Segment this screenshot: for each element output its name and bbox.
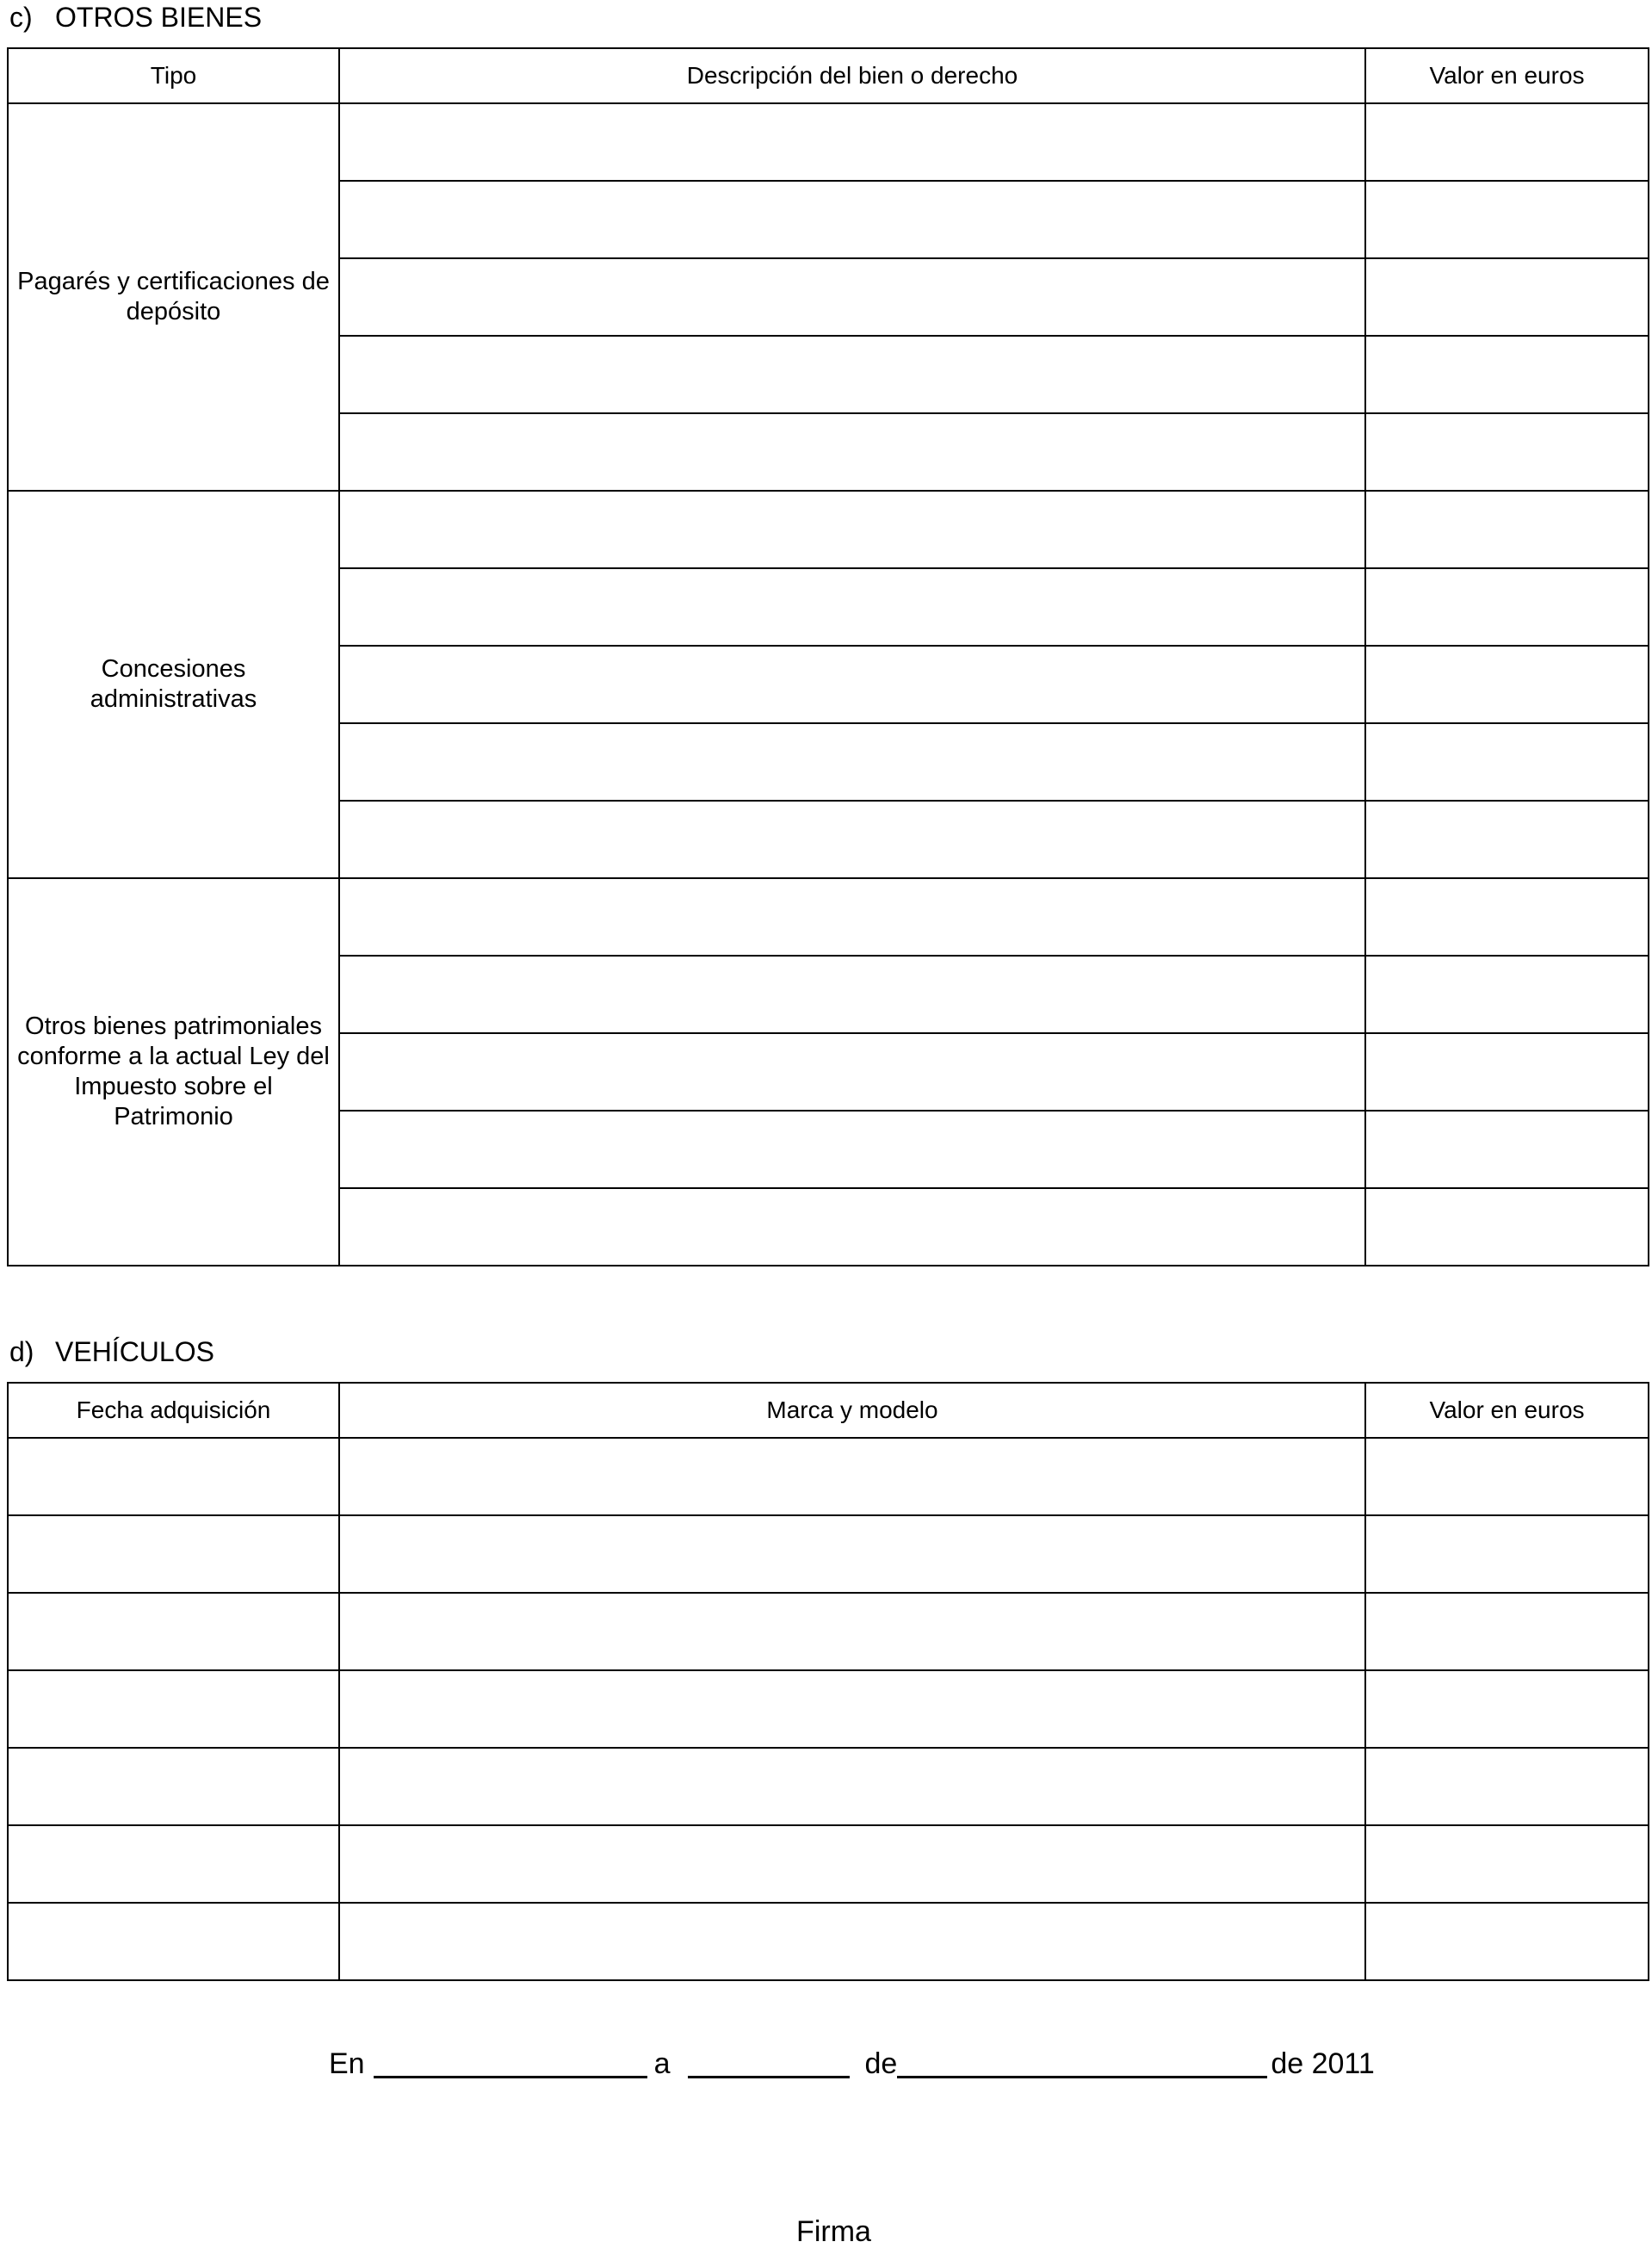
value-cell[interactable]	[1365, 1903, 1649, 1980]
make-model-cell[interactable]	[339, 1748, 1365, 1825]
header-marca-modelo: Marca y modelo	[339, 1383, 1365, 1438]
make-model-cell[interactable]	[339, 1903, 1365, 1980]
value-cell[interactable]	[1365, 723, 1649, 801]
value-cell[interactable]	[1365, 1593, 1649, 1670]
header-valor-vehiculo: Valor en euros	[1365, 1383, 1649, 1438]
description-cell[interactable]	[339, 646, 1365, 723]
vehiculos-table	[7, 1382, 1649, 1981]
otros-bienes-header-row	[8, 48, 1649, 103]
value-cell[interactable]	[1365, 103, 1649, 181]
description-cell[interactable]	[339, 413, 1365, 491]
header-valor: Valor en euros	[1365, 48, 1649, 103]
vehiculo-row	[8, 1438, 1649, 1515]
value-cell[interactable]	[1365, 801, 1649, 878]
description-cell[interactable]	[339, 1111, 1365, 1188]
value-cell[interactable]	[1365, 1438, 1649, 1515]
description-cell[interactable]	[339, 723, 1365, 801]
value-cell[interactable]	[1365, 1515, 1649, 1593]
value-cell[interactable]	[1365, 1111, 1649, 1188]
value-cell[interactable]	[1365, 1748, 1649, 1825]
description-cell[interactable]	[339, 1188, 1365, 1266]
value-cell[interactable]	[1365, 1033, 1649, 1111]
value-cell[interactable]	[1365, 258, 1649, 336]
make-model-cell[interactable]	[339, 1438, 1365, 1515]
year-label: de 2011	[1271, 2047, 1375, 2080]
description-cell[interactable]	[339, 568, 1365, 646]
otros-bienes-row	[8, 103, 1649, 181]
day-field[interactable]	[688, 2050, 850, 2078]
description-cell[interactable]	[339, 181, 1365, 258]
section-d-title	[9, 1338, 214, 1366]
value-cell[interactable]	[1365, 568, 1649, 646]
description-cell[interactable]	[339, 956, 1365, 1033]
description-cell[interactable]	[339, 1033, 1365, 1111]
date-cell[interactable]	[8, 1748, 339, 1825]
section-d-letter: d)	[9, 1336, 34, 1367]
value-cell[interactable]	[1365, 878, 1649, 956]
description-cell[interactable]	[339, 103, 1365, 181]
de-label: de	[864, 2047, 898, 2080]
value-cell[interactable]	[1365, 413, 1649, 491]
date-cell[interactable]	[8, 1593, 339, 1670]
section-c-title	[9, 3, 262, 31]
vehiculo-row	[8, 1825, 1649, 1903]
vehiculo-row	[8, 1593, 1649, 1670]
date-cell[interactable]	[8, 1825, 339, 1903]
a-label: a	[653, 2047, 671, 2080]
date-cell[interactable]	[8, 1438, 339, 1515]
section-d-heading: VEHÍCULOS	[55, 1336, 214, 1367]
month-field[interactable]	[897, 2050, 1267, 2078]
date-cell[interactable]	[8, 1515, 339, 1593]
date-cell[interactable]	[8, 1903, 339, 1980]
group-label: Pagarés y certificaciones de depósito	[8, 103, 339, 491]
group-label: Otros bienes patrimoniales conforme a la actual Ley del Impuesto sobre el Patrimonio	[8, 878, 339, 1266]
otros-bienes-body	[8, 103, 1649, 1266]
value-cell[interactable]	[1365, 336, 1649, 413]
vehiculo-row	[8, 1515, 1649, 1593]
description-cell[interactable]	[339, 491, 1365, 568]
place-field[interactable]	[374, 2050, 647, 2078]
make-model-cell[interactable]	[339, 1670, 1365, 1748]
date-cell[interactable]	[8, 1670, 339, 1748]
vehiculos-header-row	[8, 1383, 1649, 1438]
header-fecha-adquisicion: Fecha adquisición	[8, 1383, 339, 1438]
value-cell[interactable]	[1365, 1825, 1649, 1903]
value-cell[interactable]	[1365, 181, 1649, 258]
value-cell[interactable]	[1365, 1670, 1649, 1748]
description-cell[interactable]	[339, 801, 1365, 878]
section-c-heading: OTROS BIENES	[55, 2, 263, 33]
vehiculo-row	[8, 1748, 1649, 1825]
value-cell[interactable]	[1365, 646, 1649, 723]
description-cell[interactable]	[339, 336, 1365, 413]
firma-label: Firma	[796, 2215, 871, 2248]
header-descripcion: Descripción del bien o derecho	[339, 48, 1365, 103]
make-model-cell[interactable]	[339, 1593, 1365, 1670]
signature-line	[329, 2049, 1375, 2078]
value-cell[interactable]	[1365, 491, 1649, 568]
group-label: Concesiones administrativas	[8, 491, 339, 878]
header-tipo: Tipo	[8, 48, 339, 103]
otros-bienes-table	[7, 47, 1649, 1266]
vehiculos-body	[8, 1438, 1649, 1980]
description-cell[interactable]	[339, 878, 1365, 956]
value-cell[interactable]	[1365, 956, 1649, 1033]
description-cell[interactable]	[339, 258, 1365, 336]
value-cell[interactable]	[1365, 1188, 1649, 1266]
vehiculo-row	[8, 1903, 1649, 1980]
section-c-letter: c)	[9, 2, 33, 33]
make-model-cell[interactable]	[339, 1515, 1365, 1593]
vehiculo-row	[8, 1670, 1649, 1748]
en-label: En	[329, 2047, 365, 2080]
otros-bienes-row	[8, 491, 1649, 568]
make-model-cell[interactable]	[339, 1825, 1365, 1903]
otros-bienes-row	[8, 878, 1649, 956]
